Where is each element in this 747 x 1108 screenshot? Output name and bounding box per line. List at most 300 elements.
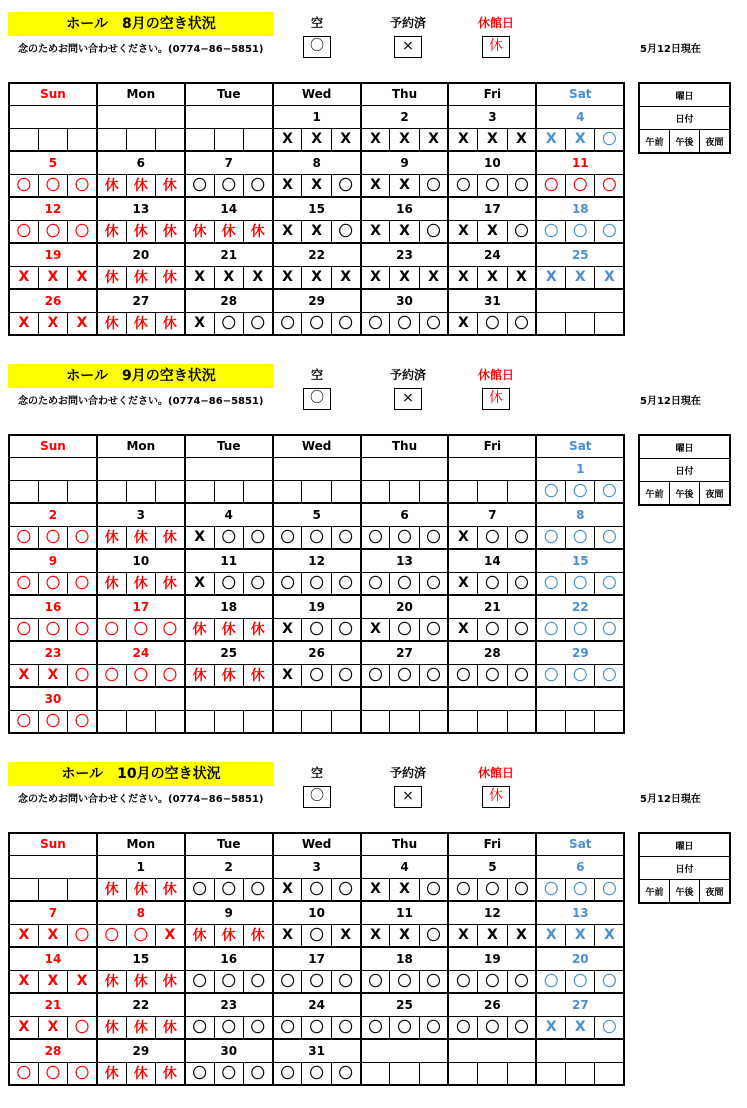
time-slot[interactable]: 〇 bbox=[302, 526, 331, 549]
time-slot[interactable]: 〇 bbox=[302, 1062, 331, 1085]
time-slot[interactable]: X bbox=[536, 1016, 565, 1039]
time-slot[interactable]: 〇 bbox=[507, 572, 536, 595]
time-slot[interactable]: 〇 bbox=[302, 664, 331, 687]
time-slot[interactable]: X bbox=[419, 128, 448, 151]
time-slot[interactable]: 休 bbox=[185, 924, 214, 947]
time-slot[interactable]: X bbox=[68, 266, 97, 289]
time-slot[interactable]: X bbox=[566, 266, 595, 289]
time-slot[interactable]: 〇 bbox=[155, 664, 184, 687]
time-slot[interactable]: 〇 bbox=[478, 174, 507, 197]
time-slot[interactable]: 〇 bbox=[419, 970, 448, 993]
date-row bbox=[9, 855, 624, 878]
time-slot[interactable]: 〇 bbox=[68, 572, 97, 595]
time-slot[interactable]: 〇 bbox=[214, 1062, 243, 1085]
time-slot[interactable]: X bbox=[185, 312, 214, 335]
time-slot[interactable]: 〇 bbox=[536, 526, 565, 549]
time-slot[interactable]: 休 bbox=[155, 1016, 184, 1039]
time-slot[interactable]: 〇 bbox=[185, 174, 214, 197]
time-slot[interactable]: 休 bbox=[97, 174, 126, 197]
time-slot[interactable]: 〇 bbox=[302, 312, 331, 335]
time-slot[interactable]: 〇 bbox=[185, 1016, 214, 1039]
time-slot[interactable]: 〇 bbox=[38, 174, 67, 197]
time-slot[interactable]: 休 bbox=[97, 266, 126, 289]
time-slot[interactable]: 〇 bbox=[595, 174, 624, 197]
time-slot[interactable]: 〇 bbox=[68, 1016, 97, 1039]
time-slot[interactable]: 休 bbox=[243, 220, 272, 243]
time-slot[interactable]: 〇 bbox=[97, 664, 126, 687]
time-slot[interactable]: X bbox=[331, 128, 360, 151]
time-slot[interactable]: X bbox=[566, 128, 595, 151]
time-slot[interactable]: X bbox=[536, 128, 565, 151]
time-slot[interactable]: 〇 bbox=[185, 1062, 214, 1085]
time-slot bbox=[361, 480, 390, 503]
time-slot[interactable]: 休 bbox=[155, 220, 184, 243]
time-slot[interactable]: X bbox=[448, 526, 477, 549]
time-slot[interactable]: X bbox=[273, 128, 302, 151]
time-slot[interactable]: X bbox=[390, 924, 419, 947]
time-slot[interactable]: 〇 bbox=[448, 664, 477, 687]
time-slot[interactable]: 休 bbox=[214, 618, 243, 641]
time-slot[interactable]: 〇 bbox=[331, 878, 360, 901]
time-slot[interactable]: 〇 bbox=[361, 526, 390, 549]
time-slot[interactable]: 〇 bbox=[566, 572, 595, 595]
time-slot[interactable]: 休 bbox=[185, 618, 214, 641]
time-slot[interactable]: 〇 bbox=[9, 220, 38, 243]
time-slot[interactable]: 〇 bbox=[419, 572, 448, 595]
time-slot[interactable]: 〇 bbox=[214, 312, 243, 335]
time-slot[interactable]: 〇 bbox=[507, 220, 536, 243]
time-slot[interactable]: 休 bbox=[97, 1016, 126, 1039]
side-slot: 午後 bbox=[670, 130, 700, 154]
time-slot[interactable]: 休 bbox=[126, 970, 155, 993]
time-slot[interactable]: 〇 bbox=[390, 526, 419, 549]
time-slot bbox=[302, 480, 331, 503]
time-slot[interactable]: 休 bbox=[155, 970, 184, 993]
time-slot[interactable]: 休 bbox=[126, 312, 155, 335]
time-slot[interactable]: X bbox=[302, 174, 331, 197]
time-slot[interactable]: 休 bbox=[243, 924, 272, 947]
time-slot[interactable]: 〇 bbox=[390, 1016, 419, 1039]
time-slot[interactable]: 〇 bbox=[302, 618, 331, 641]
time-slot[interactable]: X bbox=[273, 878, 302, 901]
legend-symbol: × bbox=[394, 36, 422, 58]
time-slot[interactable]: 〇 bbox=[331, 970, 360, 993]
time-slot[interactable]: 〇 bbox=[302, 1016, 331, 1039]
time-slot[interactable]: 〇 bbox=[214, 878, 243, 901]
time-slot[interactable]: 〇 bbox=[595, 664, 624, 687]
time-slot[interactable]: 〇 bbox=[566, 174, 595, 197]
time-slot[interactable]: X bbox=[507, 128, 536, 151]
time-slot[interactable]: 〇 bbox=[419, 664, 448, 687]
time-slot[interactable]: X bbox=[302, 220, 331, 243]
time-slot[interactable]: 〇 bbox=[361, 970, 390, 993]
time-slot[interactable]: 休 bbox=[243, 664, 272, 687]
time-slot[interactable]: 〇 bbox=[302, 970, 331, 993]
time-slot[interactable]: 休 bbox=[126, 174, 155, 197]
time-slot[interactable]: 〇 bbox=[331, 526, 360, 549]
time-slot[interactable]: 〇 bbox=[38, 1062, 67, 1085]
time-slot[interactable]: X bbox=[478, 220, 507, 243]
time-slot[interactable]: X bbox=[9, 1016, 38, 1039]
time-slot[interactable]: 休 bbox=[97, 572, 126, 595]
time-slot[interactable]: 〇 bbox=[390, 572, 419, 595]
time-slot[interactable]: X bbox=[331, 924, 360, 947]
day-number: 29 bbox=[536, 641, 624, 664]
day-number: 7 bbox=[185, 151, 273, 174]
time-slot[interactable]: X bbox=[68, 312, 97, 335]
time-slot[interactable]: 〇 bbox=[507, 970, 536, 993]
time-slot[interactable]: 休 bbox=[126, 266, 155, 289]
time-slot[interactable]: X bbox=[273, 924, 302, 947]
time-slot[interactable]: X bbox=[361, 174, 390, 197]
time-slot[interactable]: 〇 bbox=[243, 174, 272, 197]
time-slot[interactable]: 〇 bbox=[68, 220, 97, 243]
time-slot[interactable]: X bbox=[331, 266, 360, 289]
time-slot[interactable]: 〇 bbox=[273, 572, 302, 595]
time-slot[interactable]: X bbox=[9, 664, 38, 687]
time-slot[interactable]: 休 bbox=[155, 526, 184, 549]
time-slot[interactable]: X bbox=[361, 220, 390, 243]
time-slot[interactable]: 〇 bbox=[68, 664, 97, 687]
time-slot[interactable]: 〇 bbox=[9, 710, 38, 733]
time-slot[interactable]: 〇 bbox=[68, 710, 97, 733]
time-slot[interactable]: 〇 bbox=[595, 220, 624, 243]
time-slot[interactable]: X bbox=[68, 970, 97, 993]
time-slot[interactable]: 〇 bbox=[273, 312, 302, 335]
time-slot[interactable]: 〇 bbox=[273, 526, 302, 549]
time-slot[interactable]: X bbox=[448, 618, 477, 641]
time-slot[interactable]: 〇 bbox=[214, 970, 243, 993]
time-slot[interactable]: 〇 bbox=[273, 1016, 302, 1039]
weekday-header: Mon bbox=[97, 83, 185, 105]
time-slot[interactable]: 休 bbox=[97, 878, 126, 901]
time-slot[interactable]: 〇 bbox=[536, 220, 565, 243]
day-number: 10 bbox=[448, 151, 536, 174]
time-slot[interactable]: 〇 bbox=[566, 618, 595, 641]
slot-row bbox=[9, 618, 624, 641]
side-slot: 午前 bbox=[639, 880, 670, 904]
time-slot[interactable]: 〇 bbox=[273, 970, 302, 993]
time-slot[interactable]: X bbox=[273, 266, 302, 289]
time-slot[interactable]: 〇 bbox=[566, 526, 595, 549]
time-slot[interactable]: 〇 bbox=[68, 1062, 97, 1085]
time-slot[interactable]: 休 bbox=[185, 664, 214, 687]
day-number: 20 bbox=[536, 947, 624, 970]
time-slot[interactable]: 〇 bbox=[38, 618, 67, 641]
time-slot[interactable]: 〇 bbox=[185, 878, 214, 901]
time-slot[interactable]: 〇 bbox=[566, 664, 595, 687]
time-slot[interactable]: X bbox=[390, 878, 419, 901]
time-slot[interactable]: X bbox=[38, 312, 67, 335]
time-slot[interactable]: 休 bbox=[126, 526, 155, 549]
time-slot[interactable]: 〇 bbox=[507, 312, 536, 335]
time-slot[interactable]: X bbox=[361, 128, 390, 151]
time-slot[interactable]: X bbox=[448, 220, 477, 243]
time-slot[interactable]: X bbox=[185, 526, 214, 549]
time-slot[interactable]: 〇 bbox=[126, 664, 155, 687]
time-slot[interactable]: 〇 bbox=[507, 878, 536, 901]
time-slot[interactable]: 〇 bbox=[478, 1016, 507, 1039]
time-slot[interactable]: X bbox=[595, 266, 624, 289]
day-number: 1 bbox=[97, 855, 185, 878]
time-slot[interactable]: 〇 bbox=[302, 924, 331, 947]
time-slot[interactable]: 〇 bbox=[595, 878, 624, 901]
time-slot[interactable]: 〇 bbox=[243, 970, 272, 993]
time-slot[interactable]: 〇 bbox=[126, 618, 155, 641]
time-slot[interactable]: 〇 bbox=[536, 664, 565, 687]
time-slot bbox=[185, 128, 214, 151]
time-slot[interactable]: 〇 bbox=[185, 970, 214, 993]
time-slot[interactable]: 〇 bbox=[390, 618, 419, 641]
time-slot[interactable]: X bbox=[390, 128, 419, 151]
time-slot[interactable]: X bbox=[185, 266, 214, 289]
time-slot[interactable]: 休 bbox=[97, 1062, 126, 1085]
time-slot[interactable]: X bbox=[38, 1016, 67, 1039]
time-slot[interactable]: 〇 bbox=[478, 970, 507, 993]
time-slot[interactable]: 〇 bbox=[68, 174, 97, 197]
time-slot[interactable]: 〇 bbox=[361, 572, 390, 595]
time-slot[interactable]: 〇 bbox=[9, 1062, 38, 1085]
time-slot[interactable]: 〇 bbox=[478, 312, 507, 335]
time-slot[interactable]: 休 bbox=[126, 572, 155, 595]
time-slot[interactable]: 〇 bbox=[331, 312, 360, 335]
time-slot[interactable]: 〇 bbox=[419, 526, 448, 549]
time-slot[interactable]: X bbox=[273, 618, 302, 641]
time-slot[interactable]: 〇 bbox=[361, 664, 390, 687]
time-slot[interactable]: 〇 bbox=[536, 572, 565, 595]
time-slot[interactable]: 〇 bbox=[419, 618, 448, 641]
time-slot[interactable]: X bbox=[273, 664, 302, 687]
time-slot[interactable]: 休 bbox=[155, 174, 184, 197]
time-slot[interactable]: 〇 bbox=[595, 526, 624, 549]
time-slot[interactable]: 〇 bbox=[507, 526, 536, 549]
time-slot[interactable]: 〇 bbox=[507, 618, 536, 641]
time-slot[interactable]: 〇 bbox=[595, 572, 624, 595]
time-slot[interactable]: 〇 bbox=[448, 970, 477, 993]
time-slot[interactable]: 〇 bbox=[243, 878, 272, 901]
time-slot[interactable]: 〇 bbox=[595, 970, 624, 993]
time-slot[interactable]: 〇 bbox=[97, 618, 126, 641]
day-number bbox=[273, 457, 361, 480]
time-slot[interactable]: X bbox=[38, 664, 67, 687]
time-slot[interactable]: 〇 bbox=[536, 970, 565, 993]
day-number: 23 bbox=[9, 641, 97, 664]
time-slot[interactable]: 〇 bbox=[9, 174, 38, 197]
time-slot[interactable]: X bbox=[9, 970, 38, 993]
time-slot[interactable]: 休 bbox=[155, 1062, 184, 1085]
time-slot[interactable]: 〇 bbox=[9, 572, 38, 595]
time-slot[interactable]: 〇 bbox=[243, 1062, 272, 1085]
time-slot[interactable]: X bbox=[478, 924, 507, 947]
time-slot[interactable]: 〇 bbox=[331, 618, 360, 641]
time-slot[interactable]: 休 bbox=[97, 526, 126, 549]
time-slot[interactable]: 〇 bbox=[68, 924, 97, 947]
time-slot[interactable]: 〇 bbox=[331, 1062, 360, 1085]
time-slot[interactable]: X bbox=[9, 924, 38, 947]
time-slot[interactable]: 休 bbox=[214, 220, 243, 243]
time-slot[interactable]: X bbox=[390, 220, 419, 243]
time-slot[interactable]: 〇 bbox=[331, 174, 360, 197]
time-slot[interactable]: 休 bbox=[126, 878, 155, 901]
time-slot[interactable]: 〇 bbox=[155, 618, 184, 641]
day-number: 10 bbox=[273, 901, 361, 924]
time-slot[interactable]: 〇 bbox=[507, 174, 536, 197]
time-slot[interactable]: X bbox=[361, 878, 390, 901]
time-slot[interactable]: X bbox=[9, 266, 38, 289]
time-slot[interactable]: 休 bbox=[97, 220, 126, 243]
time-slot[interactable]: X bbox=[38, 970, 67, 993]
time-slot[interactable]: X bbox=[507, 266, 536, 289]
time-slot[interactable]: 〇 bbox=[302, 572, 331, 595]
time-slot[interactable]: 〇 bbox=[214, 174, 243, 197]
time-slot[interactable]: 〇 bbox=[390, 970, 419, 993]
time-slot[interactable]: X bbox=[390, 174, 419, 197]
time-slot[interactable]: 〇 bbox=[38, 220, 67, 243]
time-slot[interactable]: 〇 bbox=[478, 664, 507, 687]
time-slot[interactable]: 〇 bbox=[478, 526, 507, 549]
time-slot[interactable]: 〇 bbox=[536, 174, 565, 197]
time-slot[interactable]: X bbox=[214, 266, 243, 289]
time-slot[interactable]: X bbox=[243, 266, 272, 289]
time-slot[interactable]: 休 bbox=[155, 878, 184, 901]
time-slot[interactable]: 休 bbox=[155, 572, 184, 595]
time-slot[interactable]: X bbox=[185, 572, 214, 595]
time-slot[interactable]: X bbox=[507, 924, 536, 947]
time-slot[interactable]: 〇 bbox=[419, 174, 448, 197]
time-slot[interactable]: X bbox=[536, 924, 565, 947]
time-slot[interactable]: 〇 bbox=[507, 1016, 536, 1039]
time-slot[interactable]: 〇 bbox=[214, 572, 243, 595]
time-slot[interactable]: X bbox=[478, 128, 507, 151]
time-slot[interactable]: 〇 bbox=[419, 924, 448, 947]
time-slot[interactable]: 〇 bbox=[38, 526, 67, 549]
time-slot[interactable]: 〇 bbox=[331, 220, 360, 243]
day-number bbox=[536, 289, 624, 312]
time-slot[interactable]: 〇 bbox=[448, 878, 477, 901]
time-slot[interactable]: 〇 bbox=[214, 1016, 243, 1039]
time-slot[interactable]: 〇 bbox=[536, 618, 565, 641]
time-slot[interactable]: X bbox=[566, 924, 595, 947]
time-slot[interactable]: X bbox=[536, 266, 565, 289]
time-slot[interactable]: 休 bbox=[126, 1016, 155, 1039]
time-slot[interactable]: 〇 bbox=[566, 480, 595, 503]
time-slot[interactable]: 〇 bbox=[361, 312, 390, 335]
time-slot[interactable]: 〇 bbox=[38, 572, 67, 595]
day-number: 18 bbox=[536, 197, 624, 220]
time-slot[interactable]: 〇 bbox=[478, 572, 507, 595]
time-slot[interactable]: 〇 bbox=[419, 220, 448, 243]
time-slot[interactable]: 〇 bbox=[243, 572, 272, 595]
time-slot bbox=[507, 1062, 536, 1085]
time-slot[interactable]: 〇 bbox=[566, 970, 595, 993]
time-slot[interactable]: 〇 bbox=[273, 1062, 302, 1085]
time-slot[interactable]: 〇 bbox=[566, 878, 595, 901]
time-slot[interactable]: 休 bbox=[243, 618, 272, 641]
time-slot[interactable]: 〇 bbox=[331, 664, 360, 687]
time-slot[interactable]: 〇 bbox=[243, 312, 272, 335]
time-slot[interactable]: 〇 bbox=[419, 312, 448, 335]
time-slot[interactable]: 〇 bbox=[595, 1016, 624, 1039]
time-slot[interactable]: X bbox=[419, 266, 448, 289]
time-slot[interactable]: X bbox=[566, 1016, 595, 1039]
time-slot[interactable]: X bbox=[273, 220, 302, 243]
time-slot[interactable]: X bbox=[273, 174, 302, 197]
time-slot[interactable]: 〇 bbox=[361, 1016, 390, 1039]
time-slot[interactable]: X bbox=[390, 266, 419, 289]
time-slot[interactable]: 〇 bbox=[9, 618, 38, 641]
time-slot[interactable]: 〇 bbox=[126, 924, 155, 947]
time-slot[interactable]: X bbox=[9, 312, 38, 335]
time-slot[interactable]: 〇 bbox=[38, 710, 67, 733]
time-slot[interactable]: 休 bbox=[155, 266, 184, 289]
time-slot[interactable]: X bbox=[155, 924, 184, 947]
time-slot[interactable]: 〇 bbox=[478, 878, 507, 901]
time-slot[interactable]: X bbox=[595, 924, 624, 947]
time-slot[interactable]: 〇 bbox=[448, 1016, 477, 1039]
time-slot[interactable]: 休 bbox=[97, 312, 126, 335]
time-slot[interactable]: 〇 bbox=[97, 924, 126, 947]
time-slot[interactable]: 〇 bbox=[536, 480, 565, 503]
weekday-header-row bbox=[9, 435, 624, 457]
time-slot[interactable]: 休 bbox=[155, 312, 184, 335]
time-slot[interactable]: 休 bbox=[185, 220, 214, 243]
time-slot[interactable]: 〇 bbox=[536, 878, 565, 901]
time-slot[interactable]: X bbox=[361, 618, 390, 641]
time-slot[interactable]: 〇 bbox=[331, 1016, 360, 1039]
time-slot[interactable]: 〇 bbox=[243, 1016, 272, 1039]
time-slot[interactable]: 〇 bbox=[243, 526, 272, 549]
day-number: 30 bbox=[361, 289, 449, 312]
time-slot[interactable]: 〇 bbox=[448, 174, 477, 197]
time-slot[interactable]: 〇 bbox=[478, 618, 507, 641]
time-slot[interactable]: 〇 bbox=[595, 128, 624, 151]
time-slot[interactable]: X bbox=[361, 266, 390, 289]
time-slot[interactable]: X bbox=[302, 266, 331, 289]
time-slot[interactable]: X bbox=[361, 924, 390, 947]
time-slot[interactable]: 休 bbox=[214, 924, 243, 947]
time-slot[interactable]: X bbox=[448, 128, 477, 151]
time-slot[interactable]: 休 bbox=[126, 1062, 155, 1085]
time-slot[interactable]: X bbox=[302, 128, 331, 151]
time-slot[interactable]: 〇 bbox=[507, 664, 536, 687]
time-slot[interactable]: 休 bbox=[214, 664, 243, 687]
time-slot[interactable]: 〇 bbox=[390, 312, 419, 335]
time-slot[interactable]: X bbox=[448, 924, 477, 947]
time-slot[interactable]: 〇 bbox=[595, 480, 624, 503]
time-slot[interactable]: X bbox=[478, 266, 507, 289]
time-slot[interactable]: X bbox=[38, 924, 67, 947]
time-slot[interactable]: 〇 bbox=[214, 526, 243, 549]
time-slot[interactable]: 〇 bbox=[331, 572, 360, 595]
time-slot[interactable]: 〇 bbox=[68, 526, 97, 549]
time-slot[interactable]: 〇 bbox=[390, 664, 419, 687]
time-slot[interactable]: X bbox=[448, 266, 477, 289]
day-number: 5 bbox=[448, 855, 536, 878]
time-slot[interactable]: 〇 bbox=[419, 878, 448, 901]
time-slot[interactable]: X bbox=[38, 266, 67, 289]
time-slot[interactable]: 〇 bbox=[419, 1016, 448, 1039]
time-slot[interactable]: X bbox=[448, 572, 477, 595]
time-slot[interactable]: 〇 bbox=[68, 618, 97, 641]
time-slot[interactable]: 〇 bbox=[566, 220, 595, 243]
time-slot[interactable]: X bbox=[448, 312, 477, 335]
time-slot[interactable]: 〇 bbox=[9, 526, 38, 549]
time-slot[interactable]: 休 bbox=[126, 220, 155, 243]
time-slot[interactable]: 休 bbox=[97, 970, 126, 993]
time-slot[interactable]: 〇 bbox=[595, 618, 624, 641]
day-number: 1 bbox=[536, 457, 624, 480]
time-slot[interactable]: 〇 bbox=[302, 878, 331, 901]
